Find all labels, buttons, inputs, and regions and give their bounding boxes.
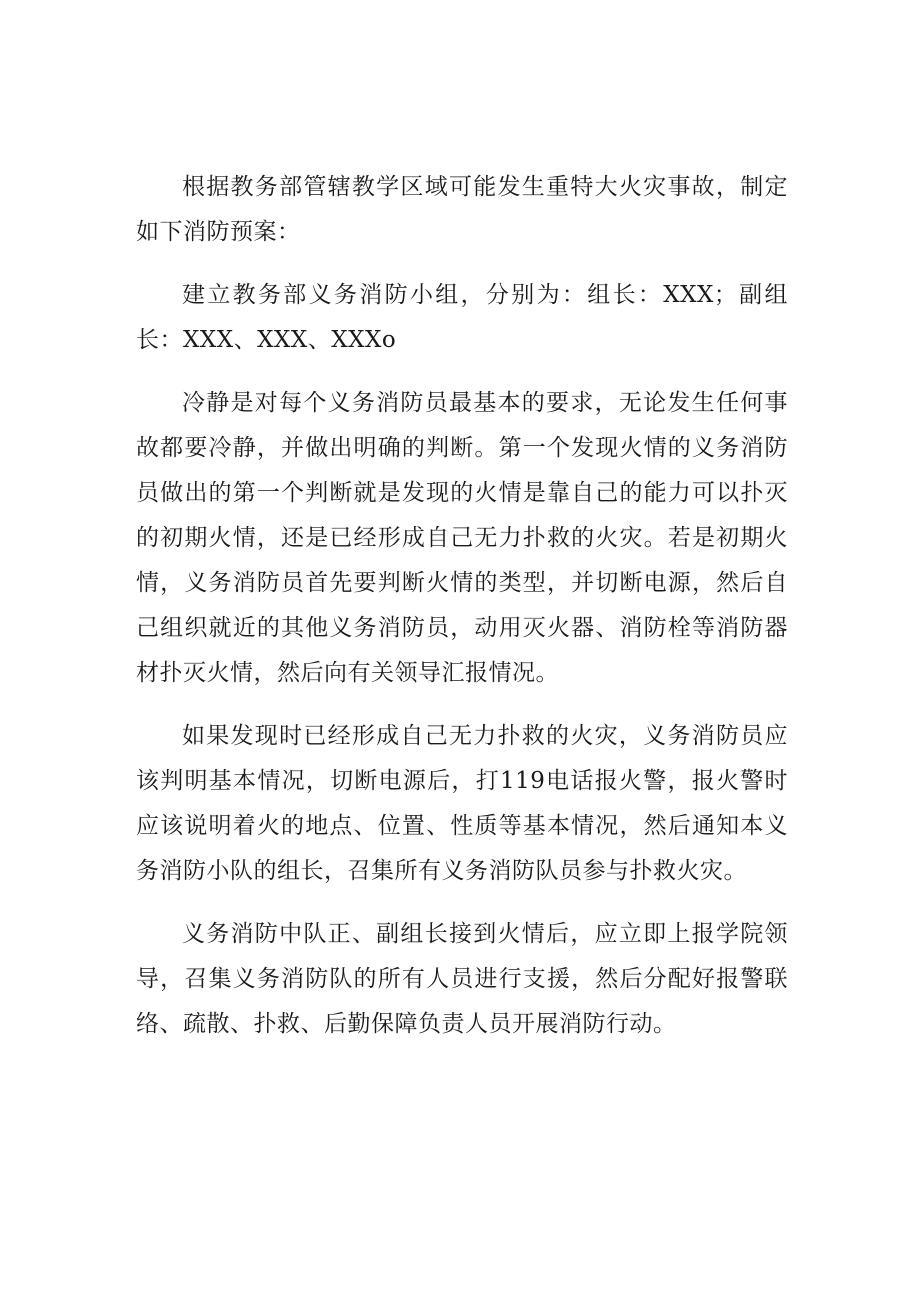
paragraph-initial-fire: 冷静是对每个义务消防员最基本的要求，无论发生任何事故都要冷静，并做出明确的判断。第一个发现火情的义务消防员做出的第一个判断就是发现的火情是靠自己的能力可以扑灭的初期火情，还是已经形成自己无力扑救的火灾。若是初期火情，义务消防员首先要判断火情的类型，并切断电源，然后自己组织就近的其他义务消防员，动用灭火器、消防栓等消防器材扑灭火情，然后向有关领导汇报情况。 [136, 390, 788, 686]
paragraph-intro: 根据教务部管辖教学区域可能发生重特大火灾事故，制定如下消防预案： [136, 174, 788, 245]
paragraph-fire-alarm: 如果发现时已经形成自己无力扑救的火灾，义务消防员应该判明基本情况，切断电源后，打119电话报火警，报火警时应该说明着火的地点、位置、性质等基本情况，然后通知本义务消防小队的组长，召集所有义务消防队员参与扑救火灾。 [136, 723, 788, 884]
document-body [136, 165, 788, 1065]
paragraph-team: 建立教务部义务消防小组，分别为：组长：XXX；副组长：XXX、XXX、XXXo [136, 282, 788, 353]
paragraph-leader-response: 义务消防中队正、副组长接到火情后，应立即上报学院领导，召集义务消防队的所有人员进行支援，然后分配好报警联络、疏散、扑救、后勤保障负责人员开展消防行动。 [136, 921, 788, 1037]
